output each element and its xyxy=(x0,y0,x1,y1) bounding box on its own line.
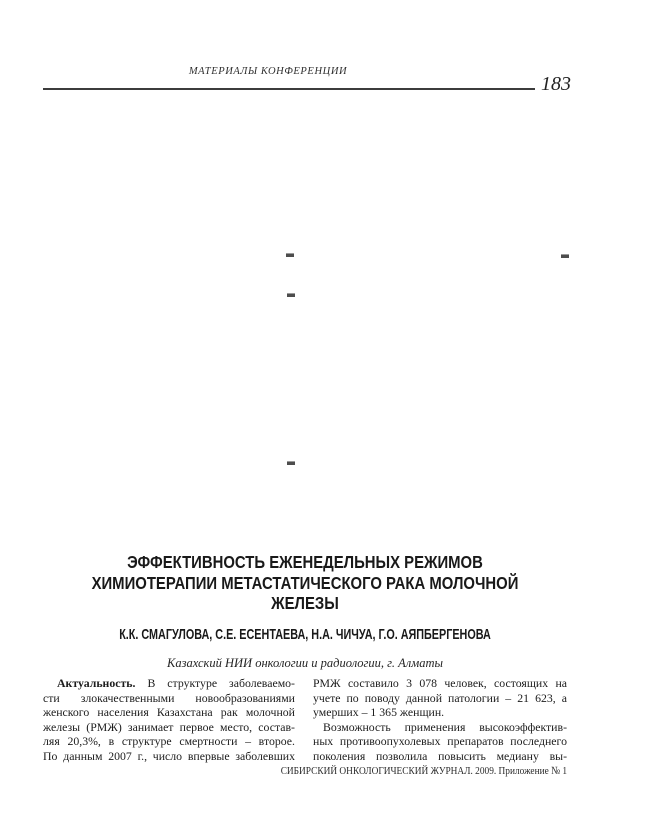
body-line: ляя 20,3%, в структуре смертности – второе. xyxy=(43,734,295,749)
article-body xyxy=(43,676,567,764)
authors-line: К.К. СМАГУЛОВА, С.Е. ЕСЕНТАЕВА, Н.А. ЧИЧУА, Г.О. АЯПБЕРГЕНОВА xyxy=(119,626,491,643)
header-rule xyxy=(43,88,535,90)
body-line: учете по поводу данной патологии – 21 623, а xyxy=(313,690,567,705)
body-line: поколения позволила повысить медиану вы- xyxy=(313,748,567,763)
journal-footer: СИБИРСКИЙ ОНКОЛОГИЧЕСКИЙ ЖУРНАЛ. 2009. Приложение № 1 xyxy=(280,765,567,777)
body-line: РМЖ составило 3 078 человек, состоящих на xyxy=(313,676,567,690)
body-line: железы (РМЖ) занимает первое место, состав- xyxy=(43,719,295,734)
body-line: Возможность применения высокоэффектив- xyxy=(323,719,567,734)
lead-in-keyword: Актуальность. xyxy=(57,676,136,690)
body-column-right xyxy=(313,676,567,764)
article-title-line: ЭФФЕКТИВНОСТЬ ЕЖЕНЕДЕЛЬНЫХ РЕЖИМОВ xyxy=(127,552,483,572)
scan-artifact-dash xyxy=(287,293,295,297)
body-line: ных противоопухолевых препаратов последнего xyxy=(313,734,567,749)
article-title-line: ЖЕЛЕЗЫ xyxy=(271,593,339,613)
affiliation-line: Казахский НИИ онкологии и радиологии, г. Алматы xyxy=(167,656,443,670)
body-line xyxy=(43,676,295,691)
body-line: женского населения Казахстана рак молочной xyxy=(43,705,295,720)
scan-artifact-dash xyxy=(561,254,569,258)
scan-artifact-dash xyxy=(286,253,294,257)
body-line: умерших – 1 365 женщин. xyxy=(313,705,445,720)
body-column-left xyxy=(43,676,295,764)
scan-artifact-dash xyxy=(287,461,295,465)
running-head: МАТЕРИАЛЫ КОНФЕРЕНЦИИ xyxy=(188,66,348,77)
body-line-text: В структуре заболеваемо- xyxy=(135,676,295,690)
article-title xyxy=(82,552,527,614)
page-number: 183 xyxy=(541,73,571,95)
body-line: По данным 2007 г., число впервые заболевших xyxy=(43,748,295,763)
article-title-line: ХИМИОТЕРАПИИ МЕТАСТАТИЧЕСКОГО РАКА МОЛОЧНОЙ xyxy=(91,572,519,593)
body-line: сти злокачественными новообразованиями xyxy=(43,690,295,705)
